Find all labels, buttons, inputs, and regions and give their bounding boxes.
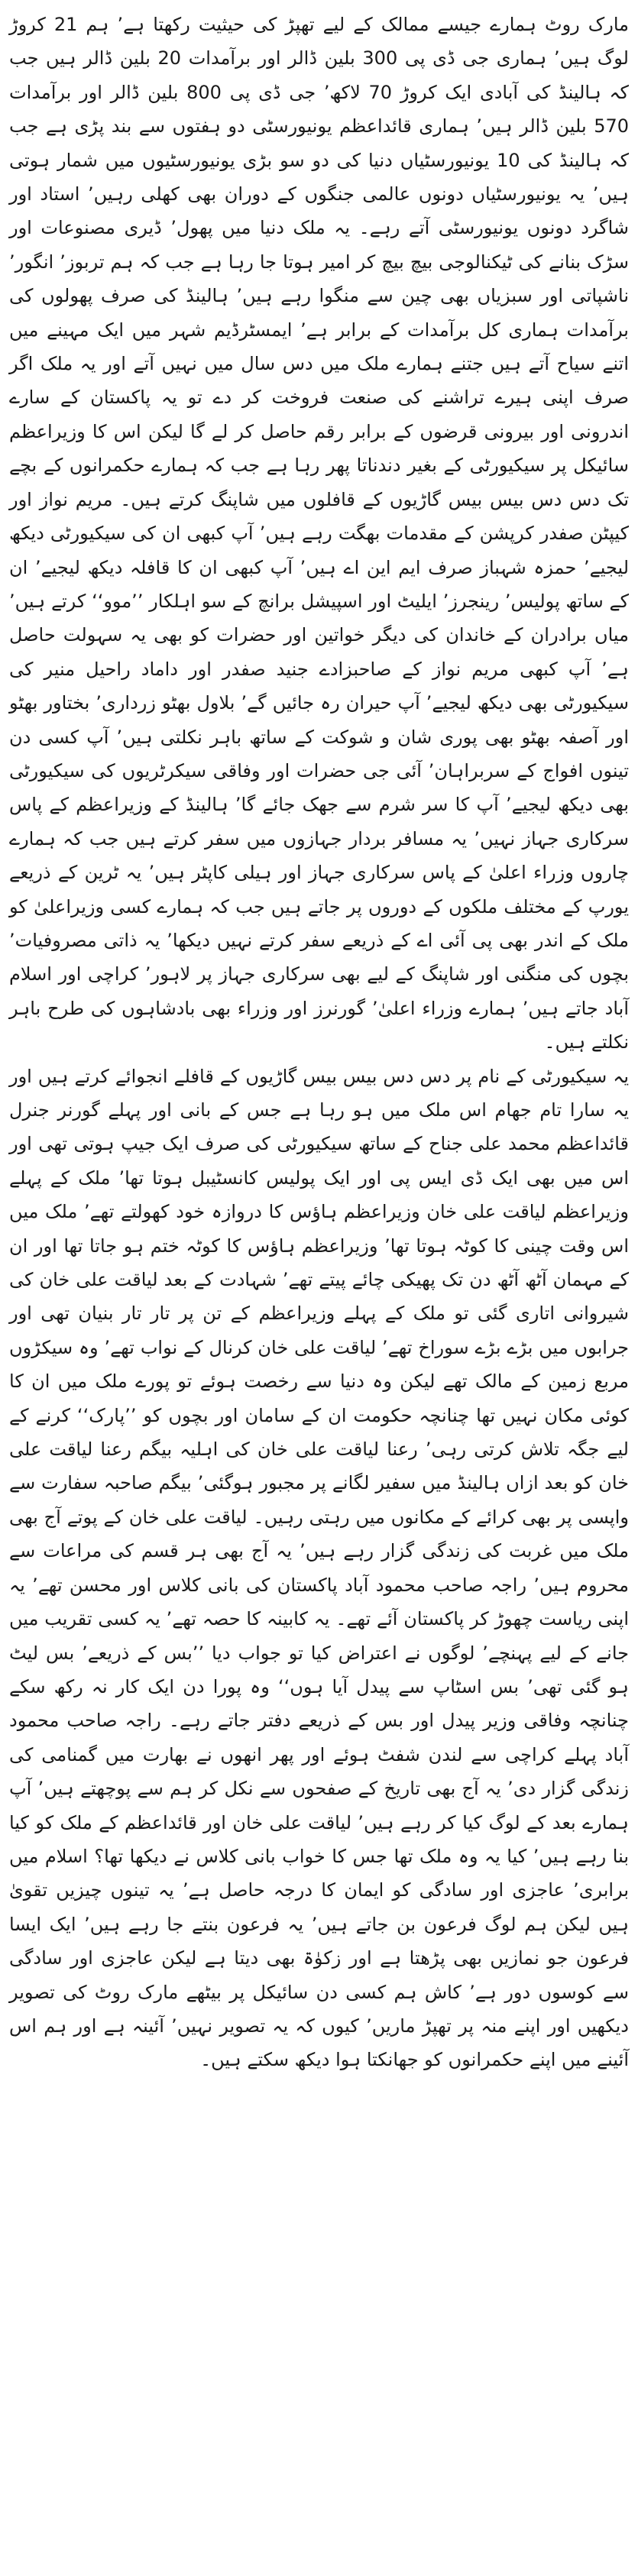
article-paragraph: مارک روٹ ہمارے جیسے ممالک کے لیے تھپڑ کی حیثیت رکھتا ہے’ ہم 21 کروڑ لوگ ہیں’ ہماری جی ڈی پی 300 بلین ڈالر اور برآمدات 20 بلین ڈالر ہیں جب کہ ہالینڈ کی آبادی ایک کروڑ 70 لاکھ’ جی ڈی پی 800 بلین ڈالر اور برآمدات 570 بلین ڈالر ہیں’ ہماری قائداعظم یونیورسٹی دو ہفتوں سے بند پڑی ہے جب کہ ہالینڈ کی 10 یونیورسٹیاں دنیا کی دو سو بڑی یونیورسٹیوں میں شمار ہوتی ہیں’ یہ یونیورسٹیاں دونوں عالمی جنگوں کے دوران بھی کھلی رہیں’ استاد اور شاگرد دونوں یونیورسٹی آتے رہے۔ یہ ملک دنیا میں پھول’ ڈیری مصنوعات اور سڑک بنانے کی ٹیکنالوجی بیچ بیچ کر امیر ہوتا جا رہا ہے جب کہ ہم تربوز’ انگور’ ناشپاتی اور سبزیاں بھی چین سے منگوا رہے ہیں’ ہالینڈ کی صرف پھولوں کی برآمدات ہماری کل برآمدات کے برابر ہے’ ایمسٹرڈیم شہر میں ایک مہینے میں اتنے سیاح آتے ہیں جتنے ہمارے ملک میں دس سال میں نہیں آتے اور یہ ملک اگر صرف اپنی ہیرے تراشنے کی صنعت فروخت کر دے تو یہ پاکستان کے سارے اندرونی اور بیرونی قرضوں کے برابر رقم حاصل کر لے گا لیکن اس کا وزیراعظم سائیکل پر سیکیورٹی کے بغیر دندناتا پھر رہا ہے جب کہ ہمارے حکمرانوں کے بچے تک دس دس بیس بیس گاڑیوں کے قافلوں میں شاپنگ کرتے ہیں۔ مریم نواز اور کیپٹن صفدر کرپشن کے مقدمات بھگت رہے ہیں’ آپ کبھی ان کی سیکیورٹی دیکھ لیجیے’ حمزہ شہباز صرف ایم این اے ہیں’ آپ کبھی ان کا قافلہ دیکھ لیجیے’ ان کے ساتھ پولیس’ رینجرز’ ایلیٹ اور اسپیشل برانچ کے سو اہلکار ’’موو‘‘ کرتے ہیں’ میاں برادران کے خاندان کی دیگر خواتین اور حضرات کو بھی یہ سہولت حاصل ہے’ آپ کبھی مریم نواز کے صاحبزادے جنید صفدر اور داماد راحیل منیر کی سیکیورٹی بھی دیکھ لیجیے’ آپ حیران رہ جائیں گے’ بلاول بھٹو زرداری’ بختاور بھٹو اور آصفہ بھٹو بھی پوری شان و شوکت کے ساتھ باہر نکلتی ہیں’ آپ کسی دن تینوں افواج کے سربراہان’ آئی جی حضرات اور وفاقی سیکرٹریوں کی سیکیورٹی بھی دیکھ لیجیے’ آپ کا سر شرم سے جھک جائے گا’ ہالینڈ کے وزیراعظم کے پاس سرکاری جہاز نہیں’ یہ مسافر بردار جہازوں میں سفر کرتے ہیں جب کہ ہمارے چاروں وزراء اعلیٰ کے پاس سرکاری جہاز اور ہیلی کاپٹر ہیں’ یہ ٹرین کے ذریعے یورپ کے مختلف ملکوں کے دوروں پر جاتے ہیں جب کہ ہمارے کسی وزیراعلیٰ کو ملک کے اندر بھی پی آئی اے کے ذریعے سفر کرتے نہیں دیکھا’ یہ ذاتی مصروفیات’ بچوں کی منگنی اور شاپنگ کے لیے بھی سرکاری جہاز پر لاہور’ کراچی اور اسلام آباد جاتے ہیں’ ہمارے وزراء اعلیٰ’ گورنرز اور وزراء بھی بادشاہوں کی طرح باہر نکلتے ہیں۔ xyxy=(9,14,630,1053)
article-column xyxy=(9,0,629,2077)
article-paragraph: یہ سیکیورٹی کے نام پر دس دس بیس بیس گاڑیوں کے قافلے انجوائے کرتے ہیں اور یہ سارا تام جھام اس ملک میں ہو رہا ہے جس کے بانی اور پہلے گورنر جنرل قائداعظم محمد علی جناح کے ساتھ سیکیورٹی کی صرف ایک جیپ ہوتی تھی اور اس میں بھی ایک ڈی ایس پی اور ایک پولیس کانسٹیبل ہوتا تھا’ ملک کے پہلے وزیراعظم لیاقت علی خان وزیراعظم ہاؤس کا دروازہ خود کھولتے تھے’ ملک میں اس وقت چینی کا کوٹہ ہوتا تھا’ وزیراعظم ہاؤس کا کوٹہ ختم ہو جاتا تھا اور ان کے مہمان آٹھ آٹھ دن تک پھیکی چائے پیتے تھے’ شہادت کے بعد لیاقت علی خان کی شیروانی اتاری گئی تو ملک کے پہلے وزیراعظم کے تن پر تار تار بنیان تھی اور جرابوں میں بڑے بڑے سوراخ تھے’ لیاقت علی خان کرنال کے نواب تھے’ وہ سیکڑوں مربع زمین کے مالک تھے لیکن وہ دنیا سے رخصت ہوئے تو پورے ملک میں ان کا کوئی مکان نہیں تھا چنانچہ حکومت ان کے سامان اور بچوں کو ’’پارک‘‘ کرنے کے لیے جگہ تلاش کرتی رہی’ رعنا لیاقت علی خان کی اہلیہ بیگم رعنا لیاقت علی خان کو بعد ازاں ہالینڈ میں سفیر لگانے پر مجبور ہوگئی’ بیگم صاحبہ سفارت سے واپسی پر بھی کرائے کے مکانوں میں رہتی رہیں۔ لیاقت علی خان کے پوتے آج بھی ملک میں غربت کی زندگی گزار رہے ہیں’ یہ آج بھی ہر قسم کی مراعات سے محروم ہیں’ راجہ صاحب محمود آباد پاکستان کی بانی کلاس اور محسن تھے’ یہ اپنی ریاست چھوڑ کر پاکستان آئے تھے۔ یہ کابینہ کا حصہ تھے’ یہ کسی تقریب میں جانے کے لیے پہنچے’ لوگوں نے اعتراض کیا تو جواب دیا ’’بس کے ذریعے’ بس لیٹ ہو گئی تھی’ بس اسٹاپ سے پیدل آیا ہوں‘‘ وہ پورا دن ایک کار نہ رکھ سکے چنانچہ وفاقی وزیر پیدل اور بس کے ذریعے دفتر جاتے رہے۔ راجہ صاحب محمود آباد پہلے کراچی سے لندن شفٹ ہوئے اور پھر انھوں نے بھارت میں گمنامی کی زندگی گزار دی’ یہ آج بھی تاریخ کے صفحوں سے نکل کر ہم سے پوچھتے ہیں’ آپ ہمارے بعد کے لوگ کیا کر رہے ہیں’ لیاقت علی خان اور قائداعظم کے ملک کو کیا بنا رہے ہیں’ کیا یہ وہ ملک تھا جس کا خواب بانی کلاس نے دیکھا تھا؟ اسلام میں برابری’ عاجزی اور سادگی کو ایمان کا درجہ حاصل ہے’ یہ تینوں چیزیں تقویٰ ہیں لیکن ہم لوگ فرعون بن جاتے ہیں’ یہ فرعون بنتے جا رہے ہیں’ ایک ایسا فرعون جو نمازیں بھی پڑھتا ہے اور زکوٰۃ بھی دیتا ہے لیکن عاجزی اور سادگی سے کوسوں دور ہے’ کاش ہم کسی دن سائیکل پر بیٹھے مارک روٹ کی تصویر دیکھیں اور اپنے منہ پر تھپڑ ماریں’ کیوں کہ یہ تصویر نہیں’ آئینہ ہے اور ہم اس آئینے میں اپنے حکمرانوں کو جھانکتا ہوا دیکھ سکتے ہیں۔ xyxy=(9,1065,629,2071)
